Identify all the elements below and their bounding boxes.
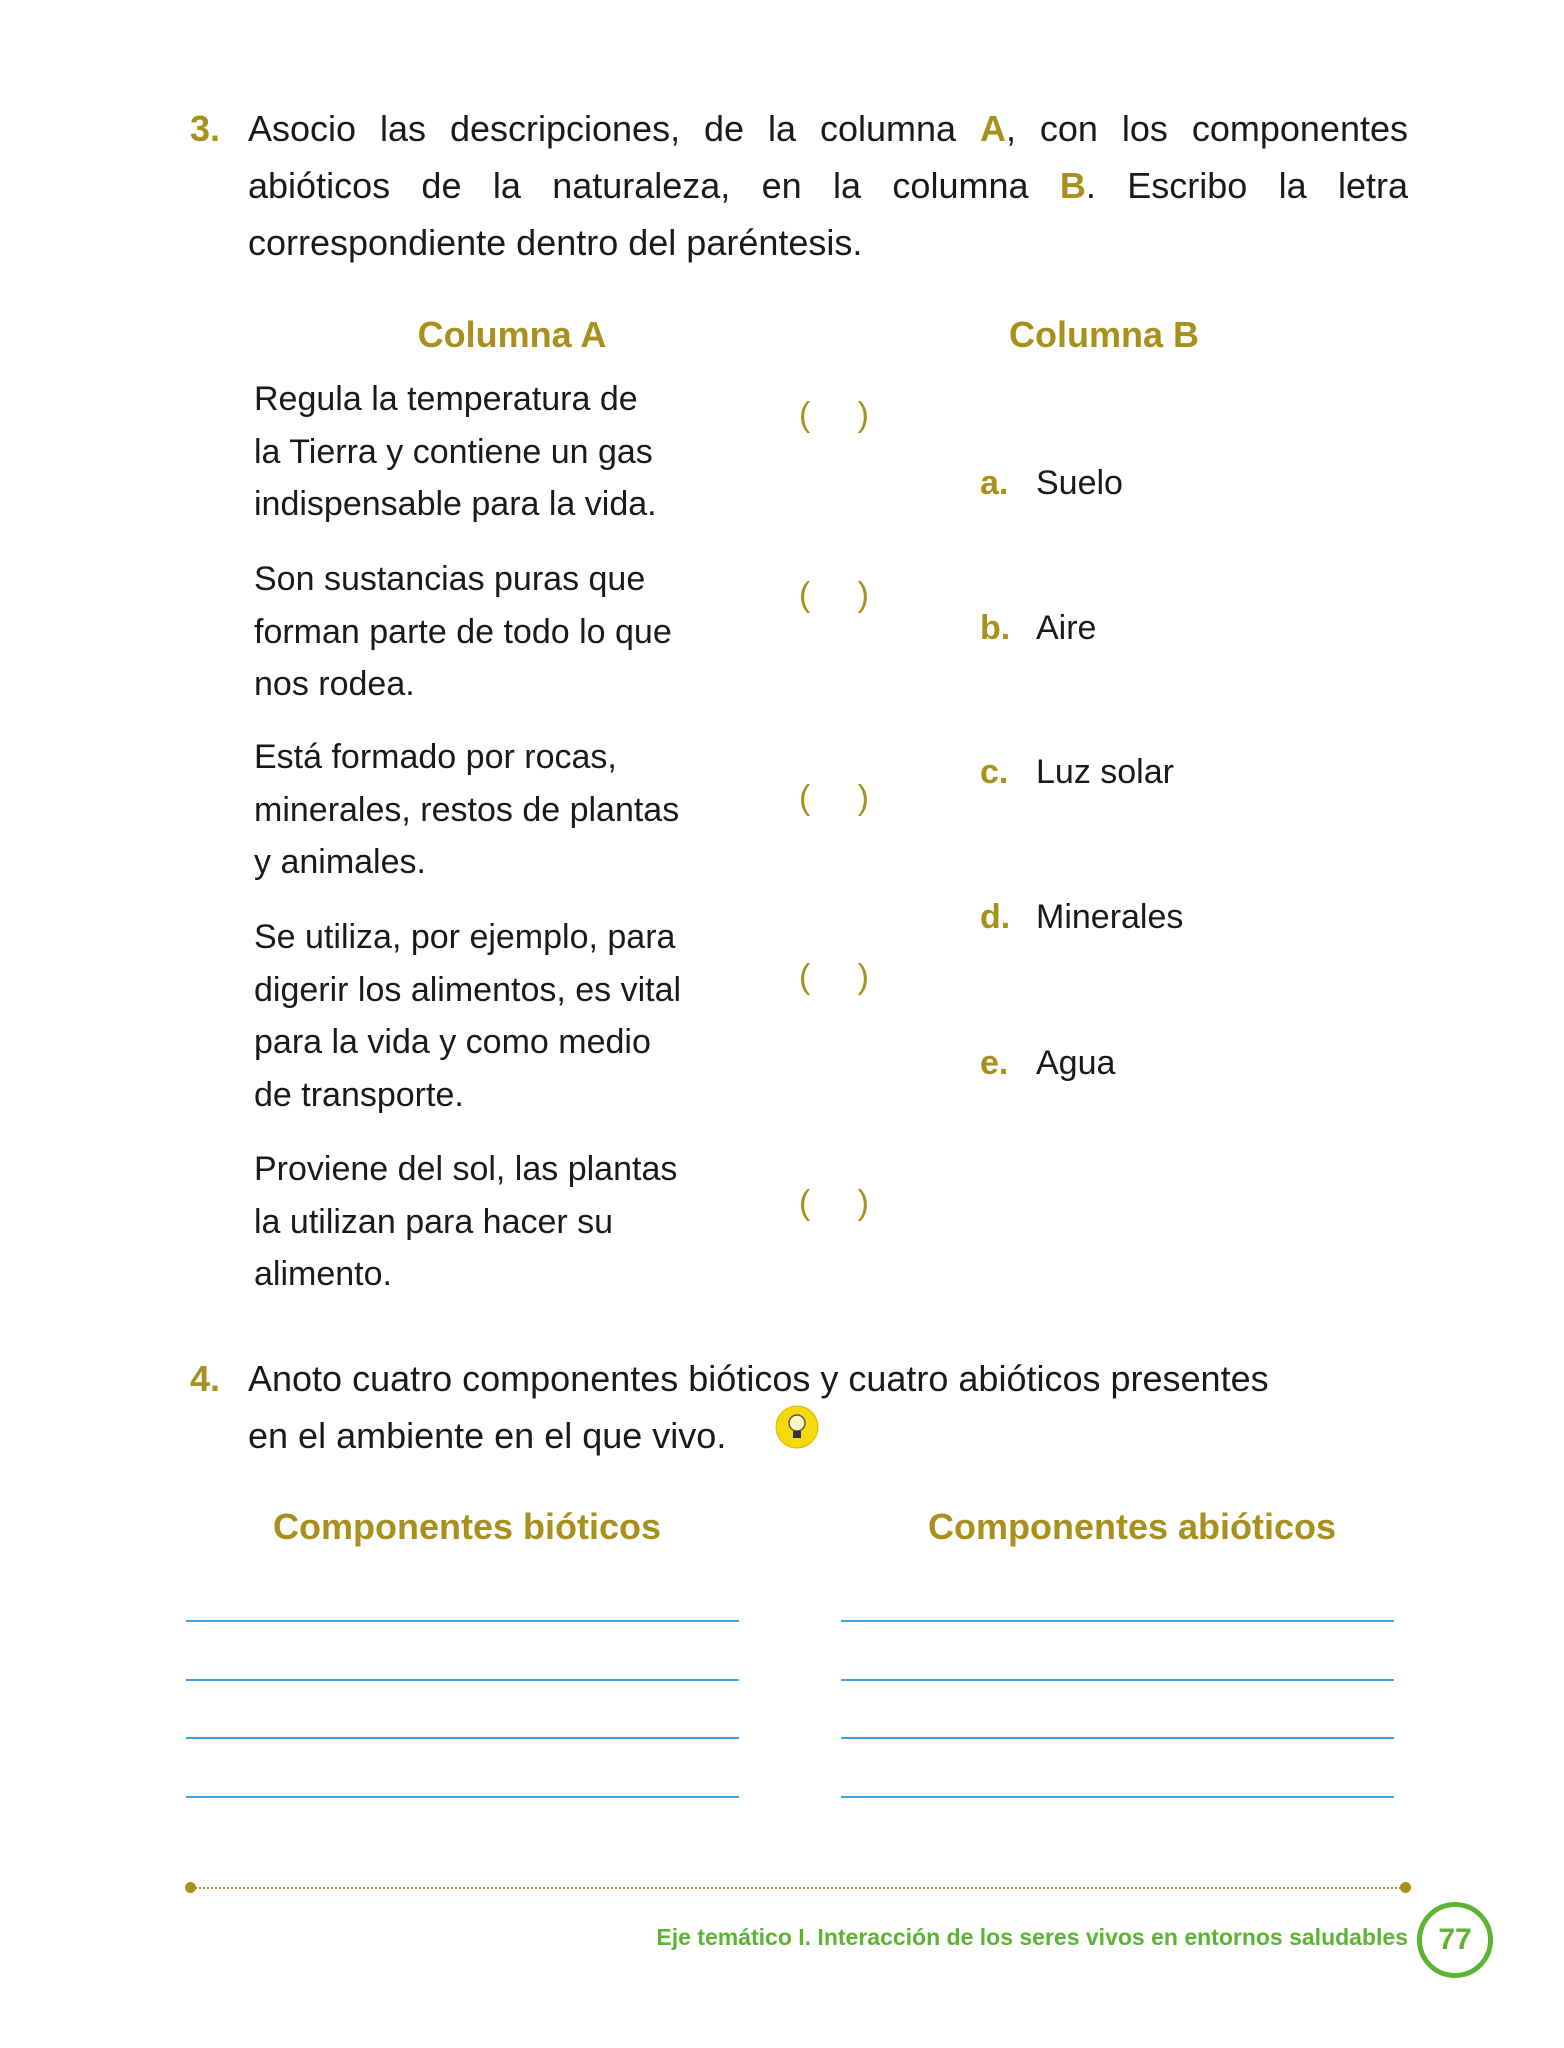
biotic-components-title: Componentes bióticos	[272, 1506, 662, 1547]
instruction-text: , con los componentes abióticos de la naturaleza, en la columna	[248, 108, 1408, 206]
biotic-answer-line-2[interactable]	[186, 1679, 739, 1681]
option-letter: d.	[980, 898, 1011, 936]
description-line: Está formado por rocas,	[254, 738, 617, 776]
option-label: Suelo	[1036, 464, 1123, 502]
description-line: Regula la temperatura de	[254, 380, 638, 418]
description-line: la utilizan para hacer su	[254, 1202, 614, 1241]
paren-open: (	[799, 958, 811, 996]
paren-close: )	[857, 779, 869, 817]
description-item	[254, 373, 774, 531]
question-4-line1: Anoto cuatro componentes bióticos y cuatro abióticos presentes	[248, 1358, 1269, 1399]
description-item	[254, 911, 774, 1121]
option-label: Agua	[1036, 1044, 1116, 1082]
description-line: y animales.	[254, 843, 426, 881]
abiotic-answer-line-4[interactable]	[841, 1796, 1394, 1798]
description-line: minerales, restos de plantas	[254, 790, 680, 829]
column-b-option	[980, 464, 1123, 503]
description-line: la Tierra y contiene un gas	[254, 432, 653, 471]
option-letter: b.	[980, 609, 1011, 647]
description-item	[254, 731, 774, 889]
column-a-ref: A	[979, 108, 1006, 149]
column-b-option	[980, 753, 1174, 792]
abiotic-answer-line-1[interactable]	[841, 1620, 1394, 1622]
footer-theme: Eje temático I. Interacción de los seres vivos en entornos saludables	[656, 1924, 1408, 1950]
page-number: 77	[1417, 1902, 1493, 1978]
paren-open: (	[799, 779, 811, 817]
paren-close: )	[857, 396, 869, 434]
divider-dot-left	[185, 1882, 196, 1893]
biotic-answer-line-3[interactable]	[186, 1737, 739, 1739]
paren-open: (	[799, 576, 811, 614]
biotic-answer-line-1[interactable]	[186, 1620, 739, 1622]
option-label: Minerales	[1036, 898, 1184, 936]
description-line: para la vida y como medio	[254, 1023, 651, 1061]
description-line: indispensable para la vida.	[254, 485, 657, 523]
description-line: digerir los alimentos, es vital	[254, 970, 682, 1009]
paren-close: )	[857, 576, 869, 614]
paren-open: (	[799, 1184, 811, 1222]
answer-parenthesis[interactable]	[799, 576, 869, 615]
instruction-text: . Escribo la letra correspondiente dentro del paréntesis.	[248, 165, 1408, 263]
question-3-number: 3.	[190, 108, 221, 149]
paren-open: (	[799, 396, 811, 434]
option-letter: e.	[980, 1044, 1009, 1082]
footer-divider	[190, 1887, 1405, 1889]
answer-parenthesis[interactable]	[799, 958, 869, 997]
abiotic-answer-line-2[interactable]	[841, 1679, 1394, 1681]
description-line: de transporte.	[254, 1075, 464, 1114]
answer-parenthesis[interactable]	[799, 396, 869, 435]
option-label: Luz solar	[1036, 753, 1174, 791]
description-line: nos rodea.	[254, 665, 415, 703]
biotic-answer-line-4[interactable]	[186, 1796, 739, 1798]
lightbulb-icon	[775, 1405, 819, 1449]
question-3-instructions	[248, 100, 1408, 271]
answer-parenthesis[interactable]	[799, 1184, 869, 1223]
paren-close: )	[857, 958, 869, 996]
description-item	[254, 553, 774, 711]
description-item	[254, 1143, 774, 1301]
option-letter: c.	[980, 753, 1009, 791]
description-line: Se utiliza, por ejemplo, para	[254, 918, 676, 956]
column-b-option	[980, 898, 1183, 937]
description-line: alimento.	[254, 1255, 392, 1293]
column-b-ref: B	[1059, 165, 1086, 206]
abiotic-answer-line-3[interactable]	[841, 1737, 1394, 1739]
instruction-text: Asocio las descripciones, de la columna	[248, 108, 980, 149]
column-b-title: Columna B	[1008, 314, 1200, 355]
column-b-option	[980, 1044, 1115, 1083]
description-line: Son sustancias puras que	[254, 560, 646, 598]
paren-close: )	[857, 1184, 869, 1222]
option-letter: a.	[980, 464, 1009, 502]
description-line: Proviene del sol, las plantas	[254, 1150, 678, 1188]
description-line: forman parte de todo lo que	[254, 612, 672, 651]
question-4-number: 4.	[190, 1358, 221, 1399]
column-a-title: Columna A	[417, 314, 607, 355]
column-b-option	[980, 609, 1096, 648]
abiotic-components-title: Componentes abióticos	[927, 1506, 1337, 1547]
answer-parenthesis[interactable]	[799, 779, 869, 818]
option-label: Aire	[1036, 609, 1097, 647]
question-4-line2: en el ambiente en el que vivo.	[248, 1415, 727, 1456]
divider-dot-right	[1400, 1882, 1411, 1893]
